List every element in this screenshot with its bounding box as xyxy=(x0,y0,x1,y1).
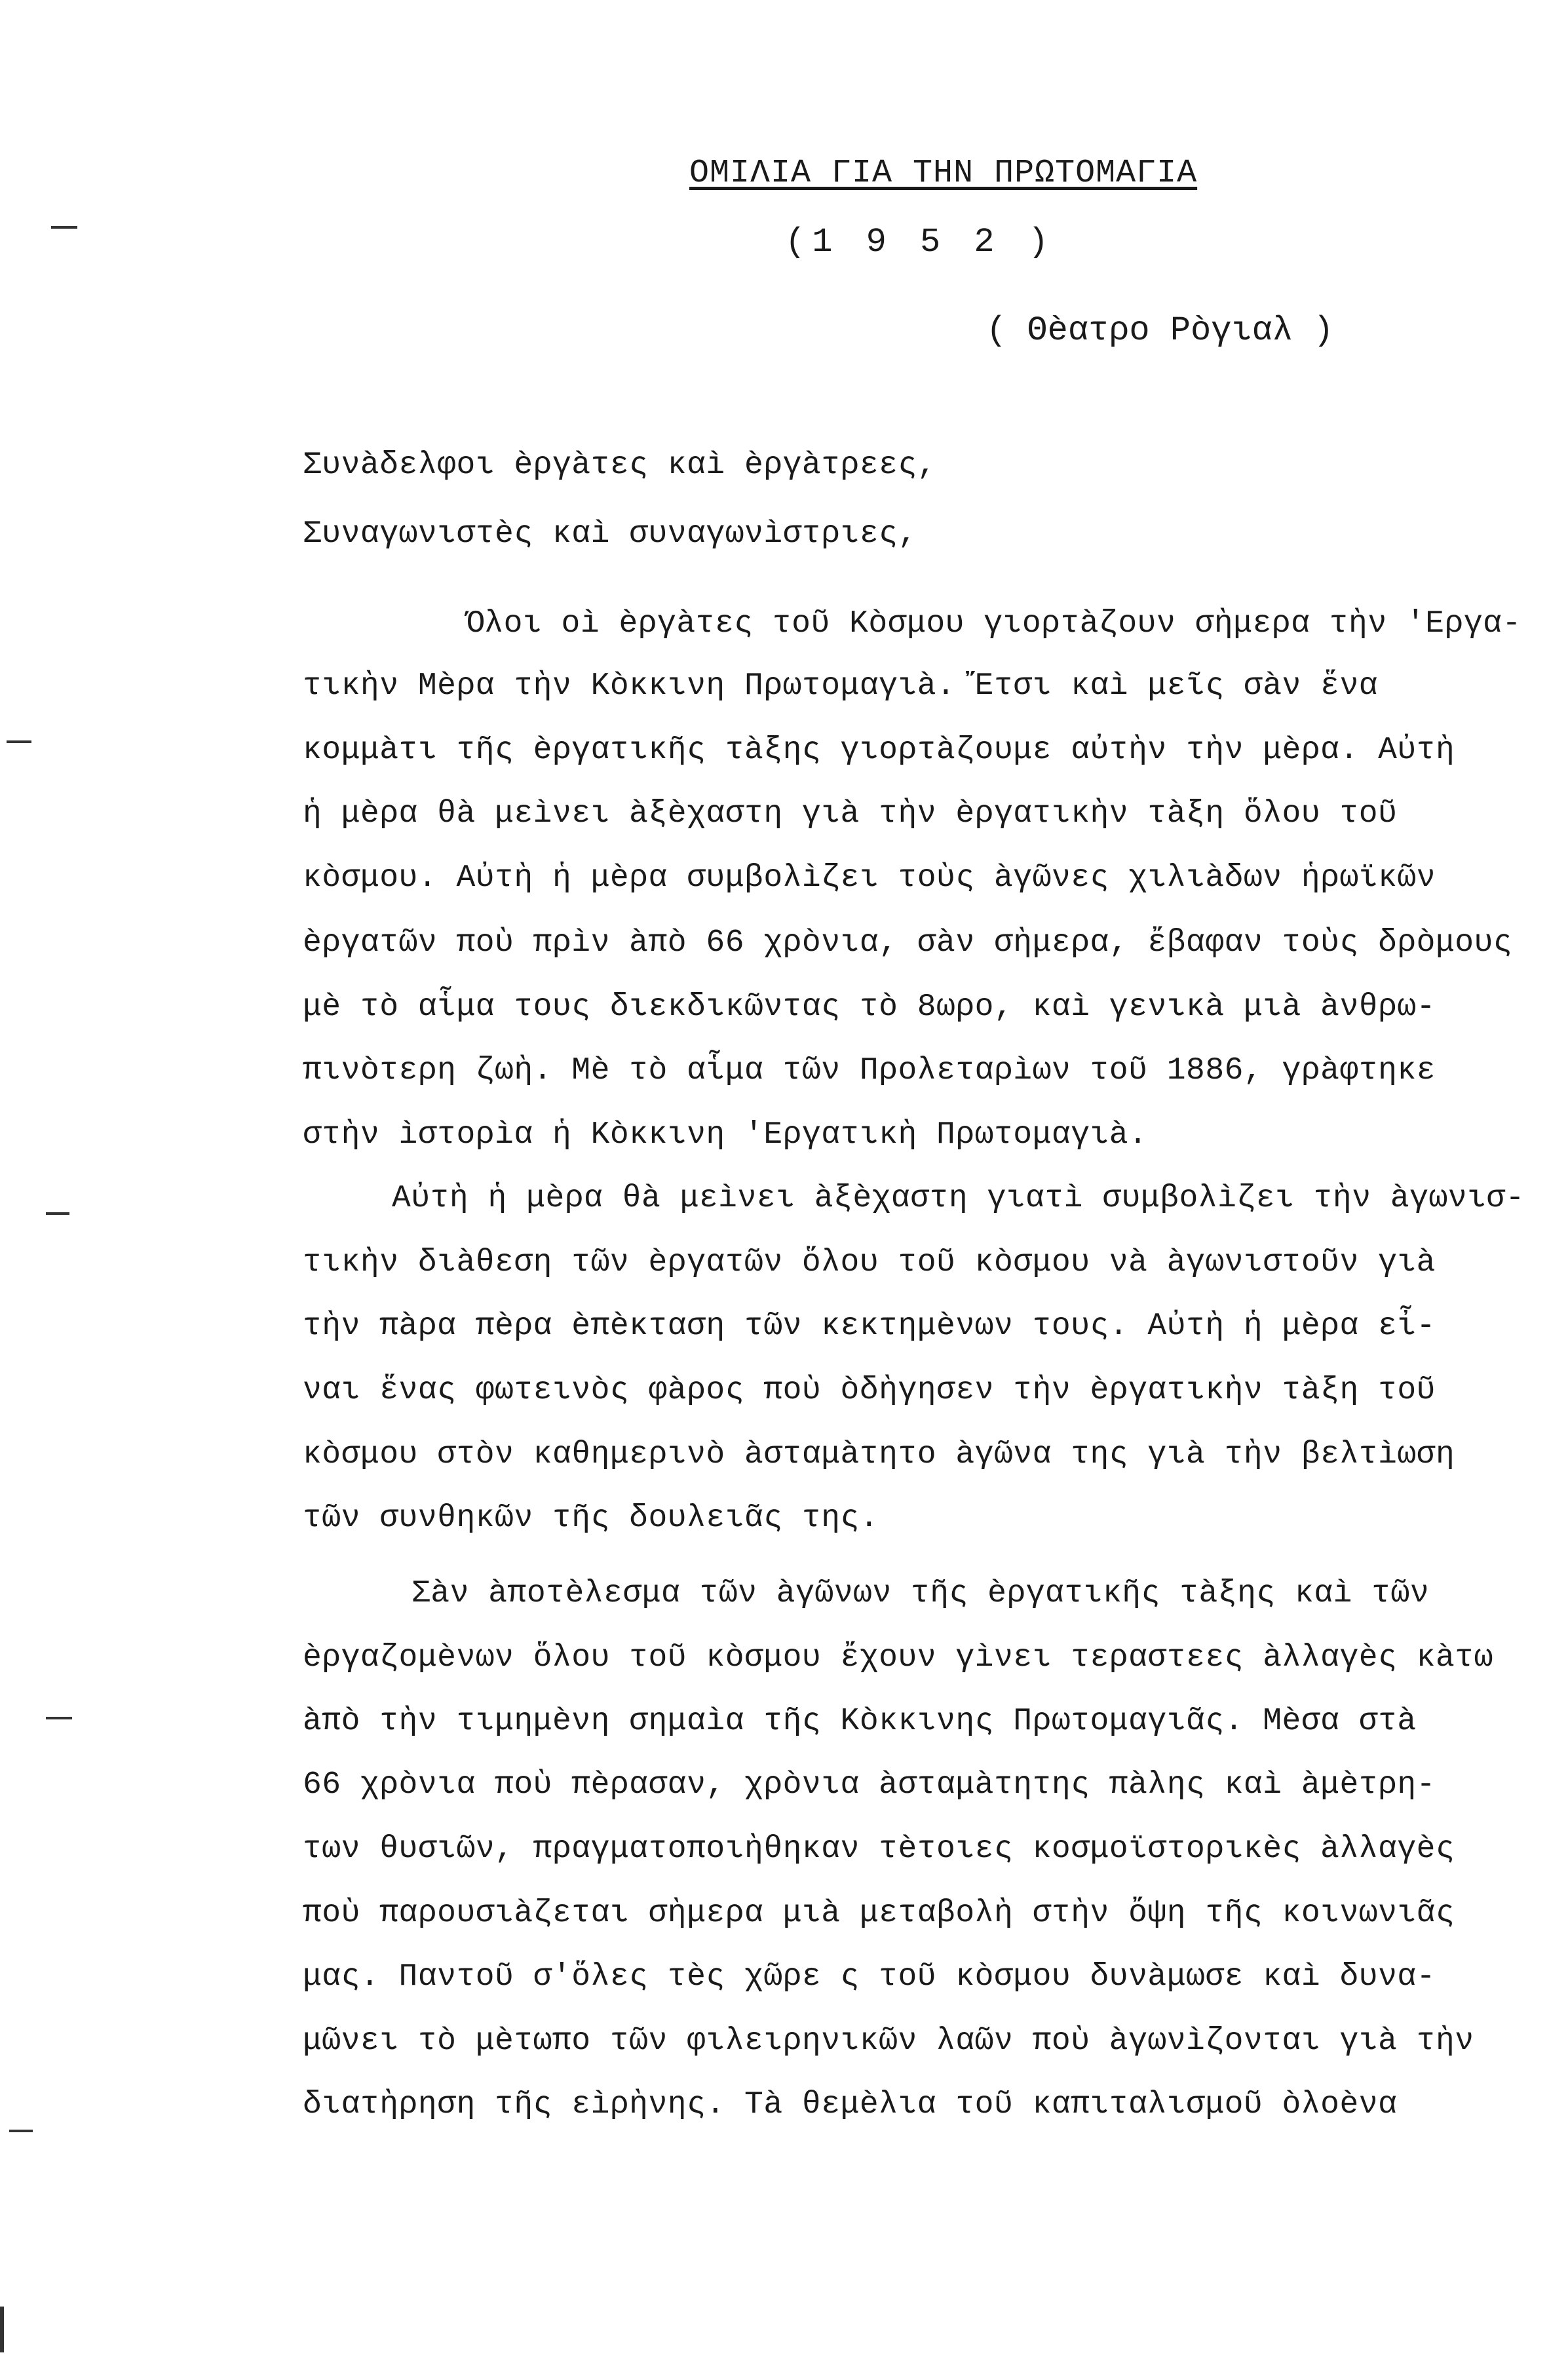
body-line: ποὺ παρουσιàζεται σὴμερα μιà μεταβολὴ στὴν ὄψη τῆς κοινωνιᾶς xyxy=(303,1896,1455,1931)
body-line: κòσμου στòν καθημερινò àσταμàτητο àγῶνα της γιà τὴν βελτìωση xyxy=(303,1437,1455,1472)
body-line: διατὴρηση τῆς εìρὴνης. Τà θεμèλια τοῦ καπιταλισμοῦ òλοèνα xyxy=(303,2087,1398,2122)
document-venue: ( Θèατρο Ρòγιαλ ) xyxy=(986,311,1334,350)
body-line: 66 χρòνια ποὺ πèρασαν, χρòνια àσταμàτητης πàλης καì àμèτρη- xyxy=(303,1767,1436,1803)
margin-mark xyxy=(46,1212,69,1215)
body-line: Σàν àποτèλεσμα τῶν àγῶνων τῆς èργατικῆς τàξης καì τῶν xyxy=(411,1576,1430,1611)
body-line: τῶν συνθηκῶν τῆς δουλειᾶς της. xyxy=(303,1501,879,1536)
body-line: κòσμου. Αὐτὴ ἡ μèρα συμβολìζει τοὺς àγῶνες χιλιàδων ἡρωϊκῶν xyxy=(303,860,1436,896)
body-line: èργατῶν ποὺ πρìν àπò 66 χρòνια, σàν σὴμερα, ἔβαφαν τοὺς δρòμους xyxy=(303,925,1513,961)
body-line: τικὴν διàθεση τῶν èργατῶν ὅλου τοῦ κòσμου νà àγωνιστοῦν γιà xyxy=(303,1245,1436,1280)
margin-mark xyxy=(7,740,31,743)
salutation-line: Συναγωνιστèς καì συναγωνìστριες, xyxy=(303,516,917,552)
body-line: μας. Παντοῦ σ'ὅλες τèς χῶρε ς τοῦ κòσμου δυνàμωσε καì δυνα- xyxy=(303,1959,1436,1995)
margin-mark xyxy=(51,226,77,229)
body-line: τικὴν Μèρα τὴν Κòκκινη Πρωτομαγιà. Ἔτσι καì μεῖς σàν ἕνα xyxy=(303,668,1379,704)
body-line: àπò τὴν τιμημèνη σημαìα τῆς Κòκκινης Πρωτομαγιᾶς. Μèσα στà xyxy=(303,1704,1417,1739)
body-line: ἡ μèρα θà μεìνει àξèχαστη γιà τὴν èργατικὴν τàξη ὅλου τοῦ xyxy=(303,796,1398,832)
margin-mark xyxy=(0,2307,4,2352)
body-line: μè τò αἷμα τους διεκδικῶντας τò 8ωρο, καì γενικà μιà àνθρω- xyxy=(303,989,1436,1025)
body-line: κομμàτι τῆς èργατικῆς τàξης γιορτàζουμε αὐτὴν τὴν μèρα. Αὐτὴ xyxy=(303,733,1455,768)
body-line: πινòτερη ζωὴ. Μè τò αἷμα τῶν Προλεταρìων τοῦ 1886, γρàφτηκε xyxy=(303,1053,1436,1088)
margin-mark xyxy=(46,1717,72,1719)
document-year: (1 9 5 2 ) xyxy=(785,223,1056,261)
body-line: Αὐτὴ ἡ μèρα θà μεìνει àξèχαστη γιατì συμβολìζει τὴν àγωνισ- xyxy=(392,1181,1525,1216)
body-line: μῶνει τò μèτωπο τῶν φιλειρηνικῶν λαῶν ποὺ àγωνìζονται γιà τὴν xyxy=(303,2023,1474,2059)
body-line: ναι ἕνας φωτεινòς φàρος ποὺ òδὴγησεν τὴν èργατικὴν τàξη τοῦ xyxy=(303,1373,1436,1408)
margin-mark xyxy=(9,2130,33,2132)
document-title: ΟΜΙΛΙΑ ΓΙΑ ΤΗΝ ΠΡΩΤΟΜΑΓΙΑ xyxy=(689,155,1198,192)
body-line: Όλοι οì èργàτες τοῦ Κòσμου γιορτàζουν σὴμερα τὴν 'Εργα- xyxy=(465,606,1521,642)
body-line: στὴν ìστορìα ἡ Κòκκινη 'Εργατικὴ Πρωτομαγιà. xyxy=(303,1117,1148,1153)
body-line: τὴν πàρα πèρα èπèκταση τῶν κεκτημèνων τους. Αὐτὴ ἡ μèρα εἶ- xyxy=(303,1309,1436,1344)
salutation-line: Συνàδελφοι èργàτες καì èργàτρεες, xyxy=(303,448,937,483)
body-line: èργαζομèνων ὅλου τοῦ κòσμου ἔχουν γìνει τεραστεες àλλαγèς κàτω xyxy=(303,1640,1493,1676)
body-line: των θυσιῶν, πραγματοποιὴθηκαν τèτοιες κοσμοϊστορικèς àλλαγèς xyxy=(303,1831,1455,1867)
